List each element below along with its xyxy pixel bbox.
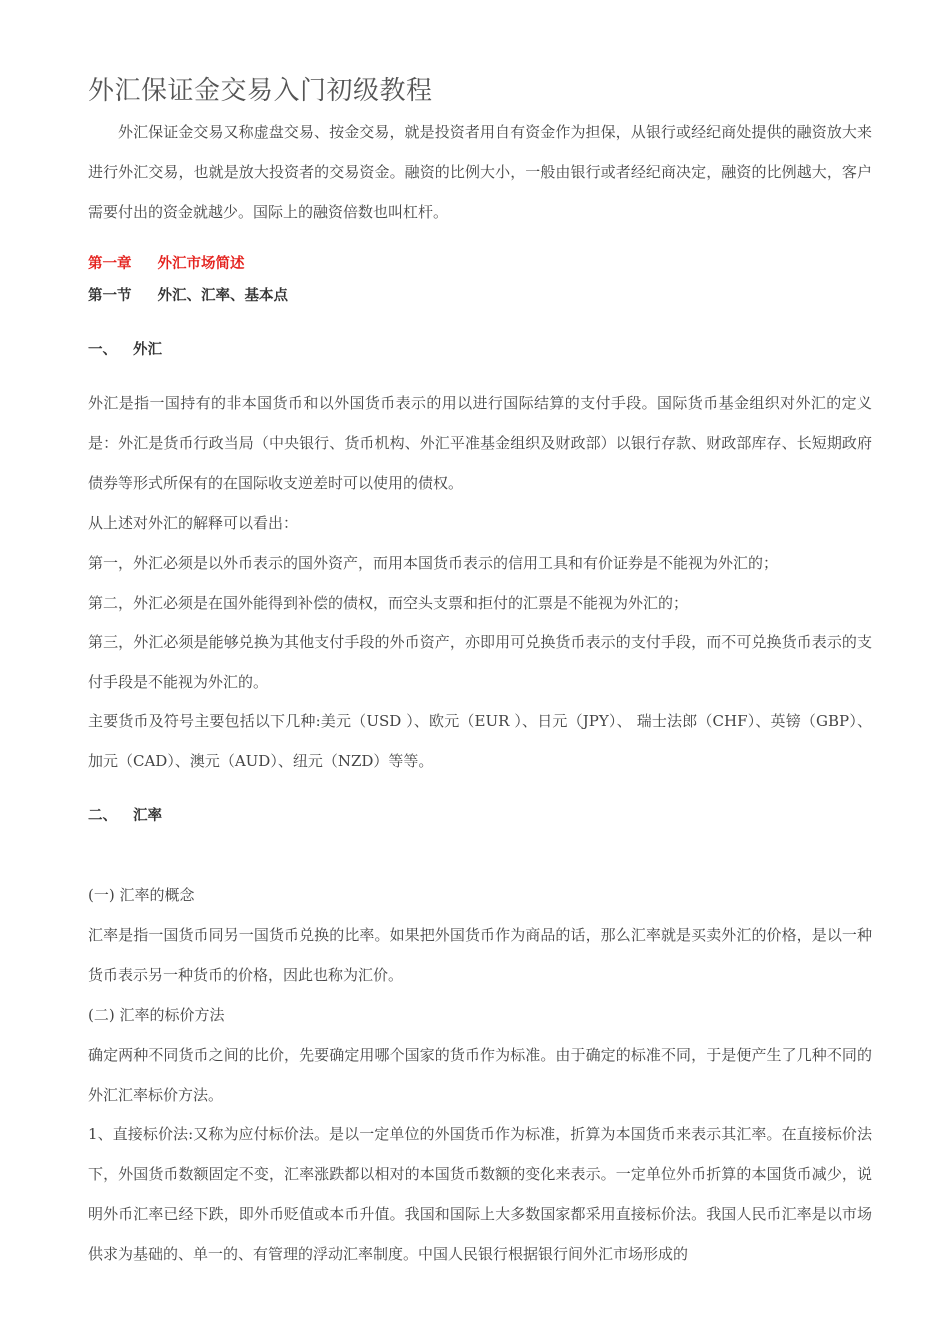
- part2-title: 汇率: [133, 808, 162, 824]
- quotation-method-heading: (二) 汇率的标价方法: [88, 1006, 225, 1024]
- chapter-number: 第一章: [88, 256, 132, 272]
- forex-point-1: 第一，外汇必须是以外币表示的国外资产，而用本国货币表示的信用工具和有价证券是不能视为外汇的；: [88, 554, 779, 572]
- chapter-heading: [88, 254, 245, 274]
- forex-point-3: 第三，外汇必须是能够兑换为其他支付手段的外币资产，亦即用可兑换货币表示的支付手段，而不可兑换货币表示的支付手段是不能视为外汇的。: [88, 633, 872, 691]
- direct-quotation-paragraph: 1、直接标价法:又称为应付标价法。是以一定单位的外国货币作为标准，折算为本国货币来表示其汇率。在直接标价法下，外国货币数额固定不变，汇率涨跌都以相对的本国货币数额的变化来表示。一定单位外币折算的本国货币减少，说明外币汇率已经下跌，即外币贬值或本币升值。我国和国际上大多数国家都采用直接标价法。我国人民币汇率是以市场供求为基础的、单一的、有管理的浮动汇率制度。中国人民银行根据银行间外汇市场形成的: [88, 1125, 872, 1263]
- forex-lead-paragraph: 从上述对外汇的解释可以看出：: [88, 514, 299, 532]
- part1-heading: [88, 340, 162, 360]
- currency-list-paragraph: 主要货币及符号主要包括以下几种:美元（USD ）、欧元（EUR ）、日元（JPY）、 瑞士法郎（CHF）、英镑（GBP）、加元（CAD）、澳元（AUD）、纽元（NZD）等等。: [88, 712, 872, 770]
- document-title: 外汇保证金交易入门初级教程: [88, 76, 433, 106]
- part1-title: 外汇: [133, 342, 162, 358]
- exchange-rate-concept-heading: (一) 汇率的概念: [88, 886, 195, 904]
- chapter-title: 外汇市场简述: [157, 256, 245, 272]
- section-heading: [88, 286, 288, 306]
- section-number: 第一节: [88, 288, 132, 304]
- section-title: 外汇、汇率、基本点: [157, 288, 288, 304]
- exchange-rate-concept-paragraph: 汇率是指一国货币同另一国货币兑换的比率。如果把外国货币作为商品的话，那么汇率就是买卖外汇的价格，是以一种货币表示另一种货币的价格，因此也称为汇价。: [88, 926, 872, 984]
- part1-number: 一、: [88, 342, 117, 358]
- part2-heading: [88, 806, 162, 826]
- part2-number: 二、: [88, 808, 117, 824]
- quotation-method-paragraph: 确定两种不同货币之间的比价，先要确定用哪个国家的货币作为标准。由于确定的标准不同，于是便产生了几种不同的外汇汇率标价方法。: [88, 1046, 872, 1104]
- intro-paragraph: 外汇保证金交易又称虚盘交易、按金交易，就是投资者用自有资金作为担保，从银行或经纪商处提供的融资放大来进行外汇交易，也就是放大投资者的交易资金。融资的比例大小，一般由银行或者经纪商决定，融资的比例越大，客户需要付出的资金就越少。国际上的融资倍数也叫杠杆。: [88, 123, 872, 221]
- forex-definition-paragraph: 外汇是指一国持有的非本国货币和以外国货币表示的用以进行国际结算的支付手段。国际货币基金组织对外汇的定义是：外汇是货币行政当局（中央银行、货币机构、外汇平准基金组织及财政部）以银行存款、财政部库存、长短期政府债券等形式所保有的在国际收支逆差时可以使用的债权。: [88, 394, 872, 492]
- forex-point-2: 第二，外汇必须是在国外能得到补偿的债权，而空头支票和拒付的汇票是不能视为外汇的；: [88, 594, 689, 612]
